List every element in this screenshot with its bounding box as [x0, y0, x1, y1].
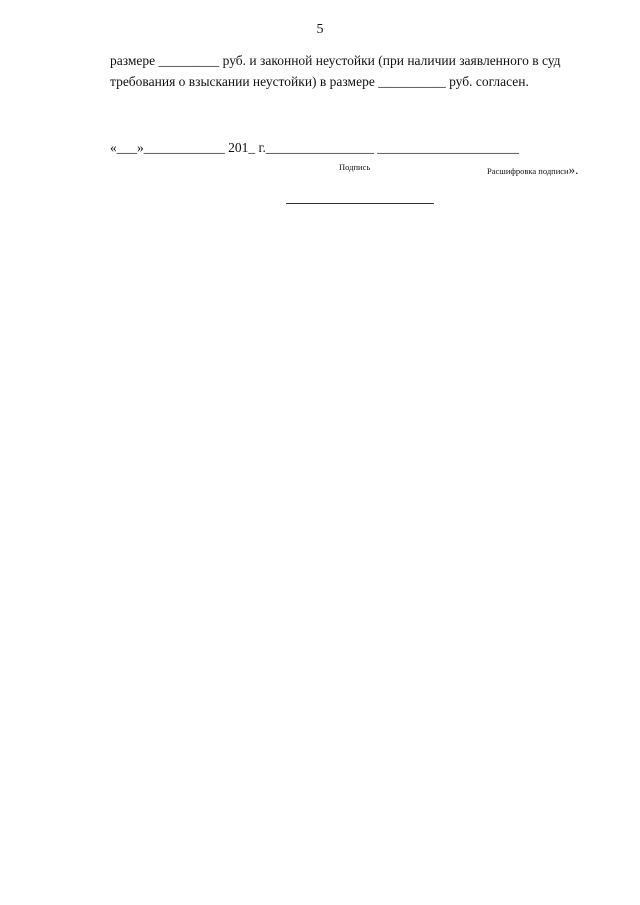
page-number: 5	[316, 22, 324, 37]
signature-label: Подпись	[339, 162, 371, 172]
paragraph-line-1: размере _________ руб. и законной неустойки (при наличии заявленного в суд	[110, 53, 561, 68]
signature-decode-label-text: Расшифровка подписи	[487, 166, 569, 176]
paragraph	[110, 50, 620, 92]
signature-decode-label	[487, 162, 578, 178]
separator-line	[286, 203, 434, 204]
closing-quote: ».	[568, 162, 579, 177]
signature-date-line: «___»____________ 201_ г.________________ _____________________	[110, 140, 520, 155]
paragraph-line-2: требования о взыскании неустойки) в размере __________ руб. согласен.	[110, 74, 529, 89]
